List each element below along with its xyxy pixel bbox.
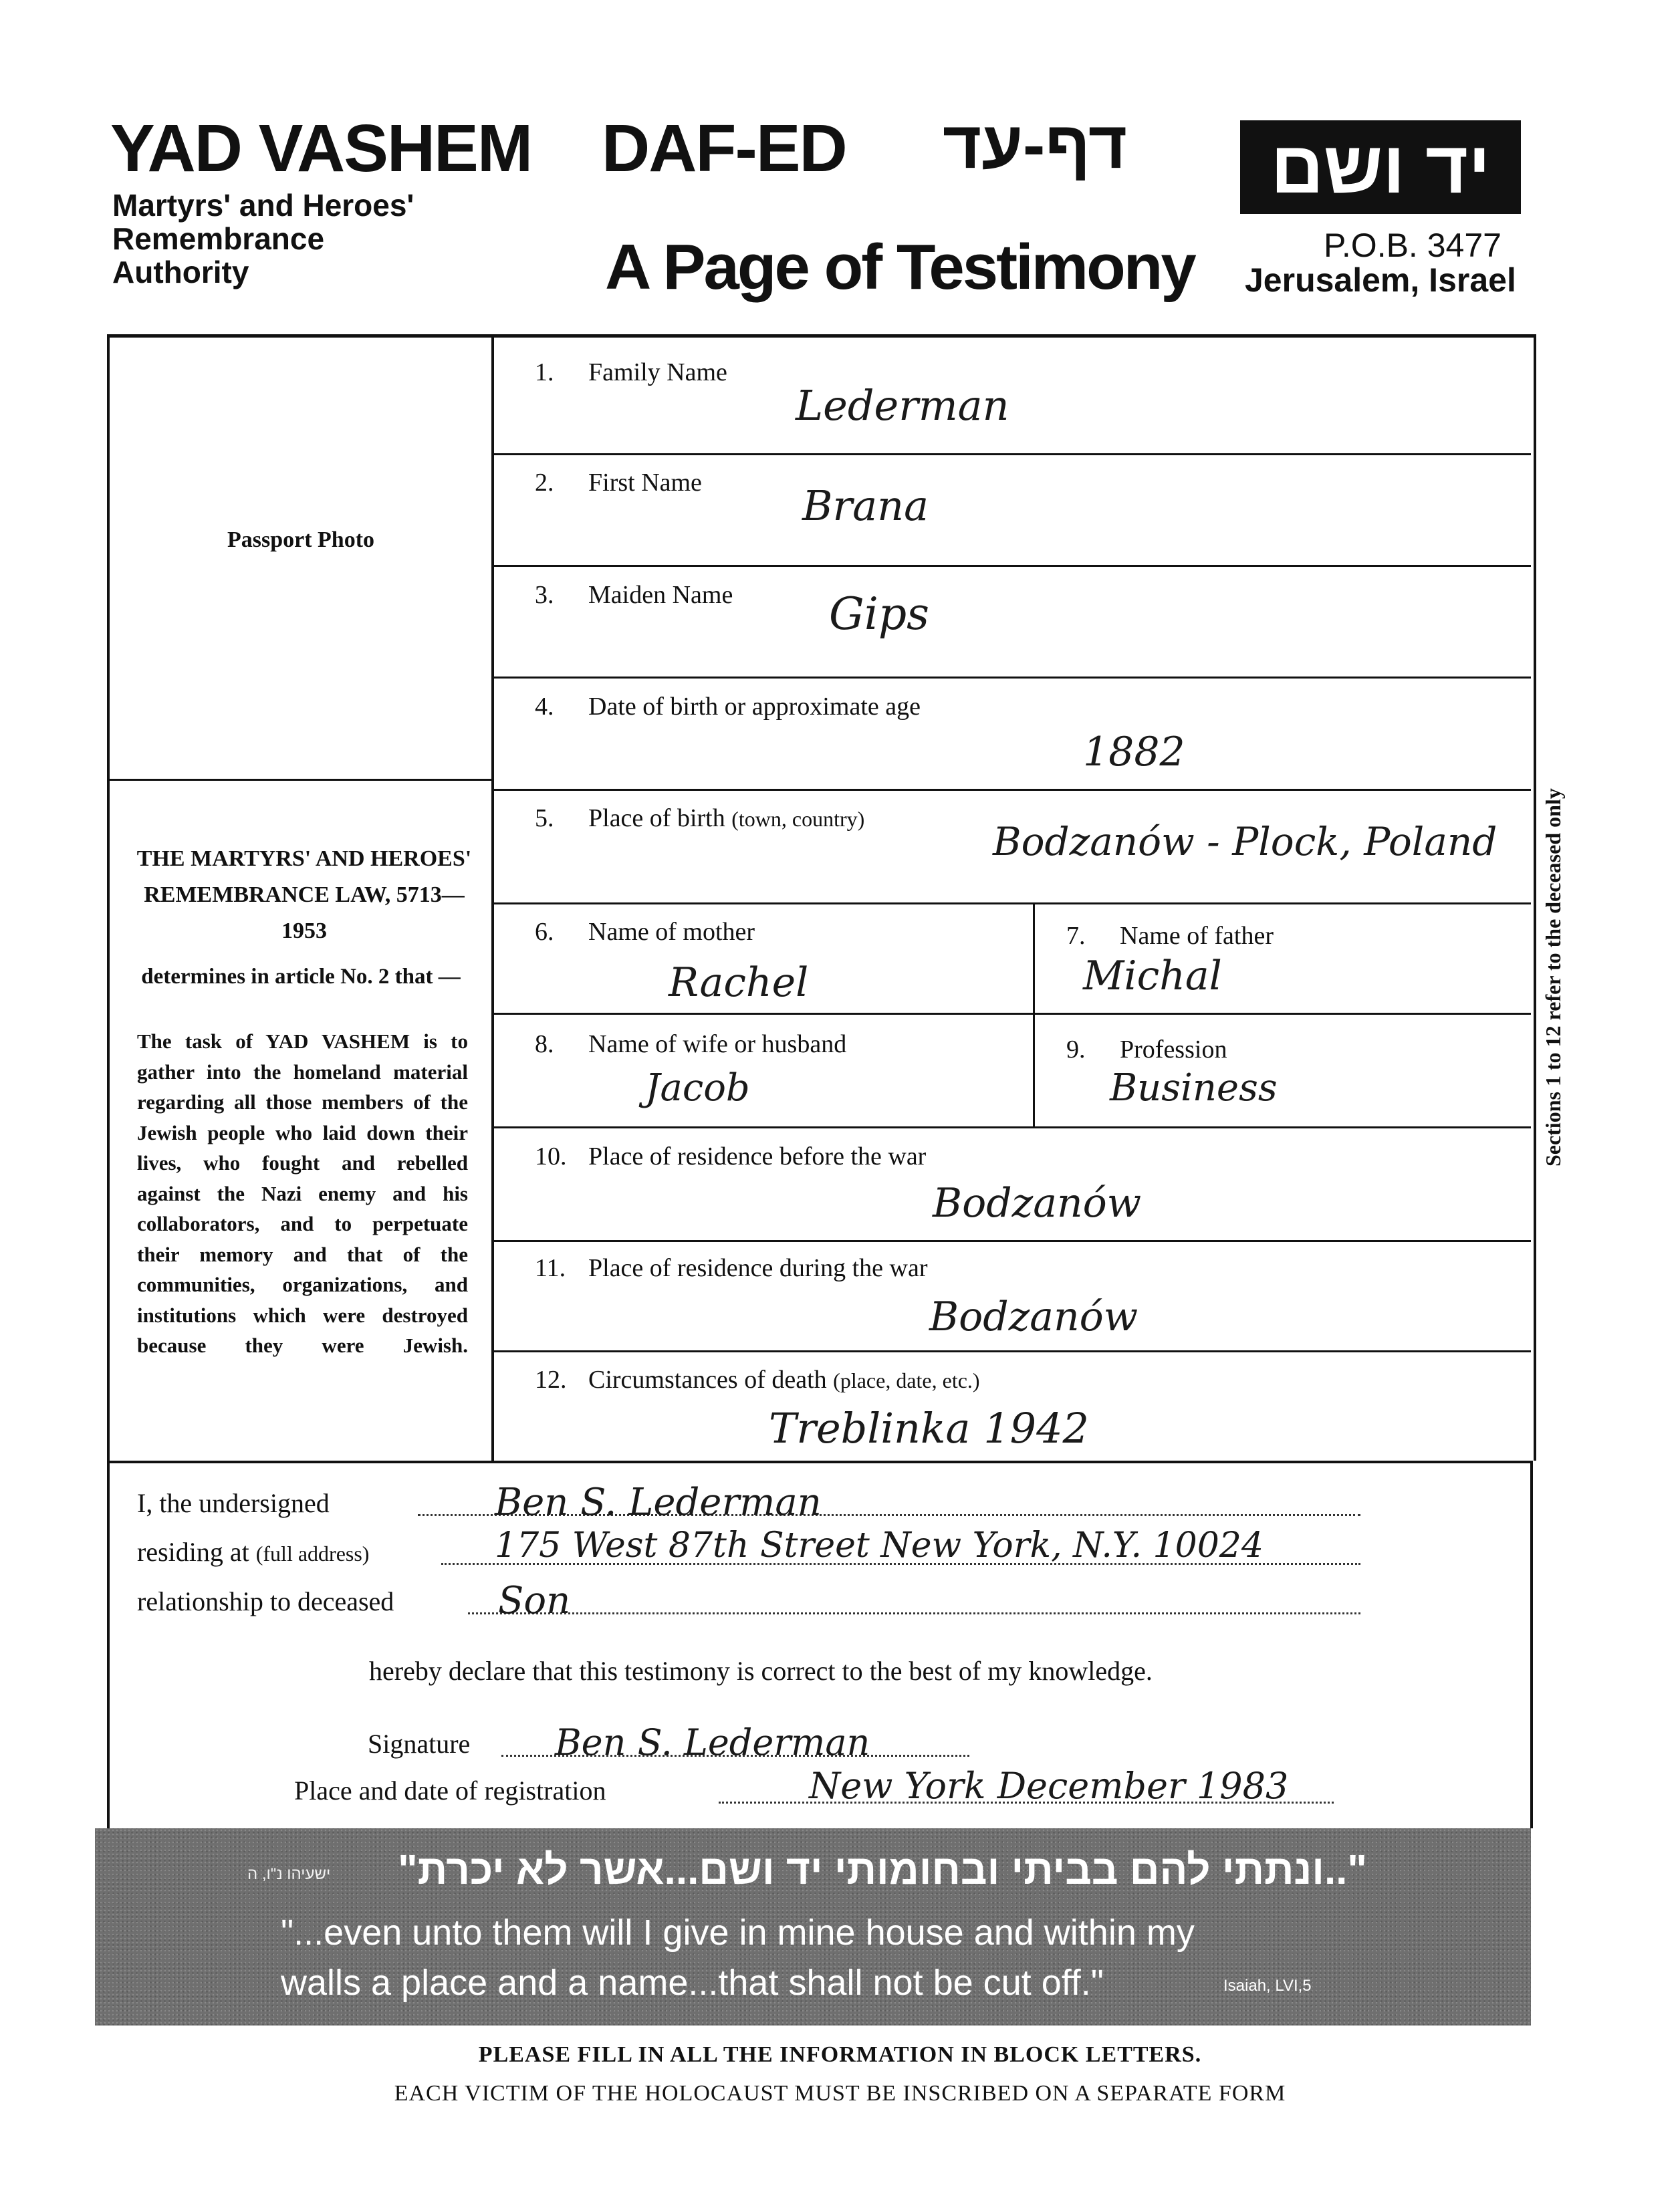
field-profession-value[interactable]: Business xyxy=(1110,1066,1278,1110)
row-divider xyxy=(491,677,1531,679)
field-mother-value[interactable]: Rachel xyxy=(669,959,809,1006)
field-birth-place-value[interactable]: Bodzanów - Plock, Poland xyxy=(993,819,1497,864)
side-note: Sections 1 to 12 refer to the deceased only xyxy=(1541,788,1565,1167)
field-birth-place-label: 5. Place of birth (town, country) xyxy=(535,804,865,832)
field-death-circumstances-label: 12. Circumstances of death (place, date, etc.) xyxy=(535,1366,980,1394)
field-family-name-value[interactable]: Lederman xyxy=(796,381,1009,430)
row-divider xyxy=(491,453,1531,455)
undersigned-value[interactable]: Ben S. Lederman xyxy=(495,1481,822,1524)
column-divider xyxy=(491,338,494,1461)
field-maiden-name-label: 3. Maiden Name xyxy=(535,581,733,609)
hebrew-title: דף-עד xyxy=(943,108,1128,182)
field-father-label: 7. Name of father xyxy=(1066,922,1274,950)
address-city: Jerusalem, Israel xyxy=(1245,261,1516,299)
field-residence-before-value[interactable]: Bodzanów xyxy=(933,1180,1142,1227)
po-box: P.O.B. 3477 xyxy=(1324,227,1502,264)
left-divider xyxy=(107,779,493,781)
registration-label: Place and date of registration xyxy=(294,1776,606,1806)
banner-english-line-2: walls a place and a name...that shall not be cut off." xyxy=(281,1963,1104,2003)
footer-instruction-1: PLEASE FILL IN ALL THE INFORMATION IN BLOCK LETTERS. xyxy=(478,2042,1202,2067)
law-title: THE MARTYRS' AND HEROES' REMEMBRANCE LAW, 5713—1953 xyxy=(136,846,472,943)
law-text: The task of YAD VASHEM is to gather into the homeland material regarding all those members of the Jewish people who laid down their lives, who fought and rebelled against the Nazi enemy and his collaborators, and to perpetuate their memory and that of the communities, organizations, and institutions which were destroyed because they were Jewish. xyxy=(137,1029,468,1357)
registration-value[interactable]: New York December 1983 xyxy=(809,1765,1289,1807)
field-spouse-label: 8. Name of wife or husband xyxy=(535,1030,847,1058)
relationship-line xyxy=(468,1612,1360,1614)
page-title: A Page of Testimony xyxy=(605,231,1195,303)
daf-ed-title: DAF-ED xyxy=(602,111,846,186)
brand-name: YAD VASHEM xyxy=(110,111,532,186)
field-birth-date-label: 4. Date of birth or approximate age xyxy=(535,693,921,721)
field-first-name-label: 2. First Name xyxy=(535,469,702,497)
row-divider xyxy=(491,1240,1531,1242)
undersigned-label: I, the undersigned xyxy=(137,1488,330,1518)
field-birth-date-value[interactable]: 1882 xyxy=(1083,729,1185,775)
field-family-name-label: 1. Family Name xyxy=(535,358,727,386)
row-divider xyxy=(491,1013,1531,1015)
field-residence-during-label: 11. Place of residence during the war xyxy=(535,1254,928,1282)
field-first-name-value[interactable]: Brana xyxy=(802,481,929,530)
residing-label: residing at (full address) xyxy=(137,1537,370,1567)
field-residence-during-value[interactable]: Bodzanów xyxy=(929,1294,1138,1340)
row-divider xyxy=(491,789,1531,791)
declaration-statement: hereby declare that this testimony is correct to the best of my knowledge. xyxy=(369,1656,1153,1686)
yad-vashem-logo: יד ושם xyxy=(1240,120,1521,214)
frame-left-lower xyxy=(107,1461,110,1828)
banner-hebrew-quote: "..ונתתי להם בביתי ובחומותי יד ושם...אשר לא יכרת" xyxy=(398,1847,1367,1893)
banner-english-reference: Isaiah, LVI,5 xyxy=(1223,1977,1312,1995)
frame-right-lower xyxy=(1530,1461,1533,1828)
row-divider xyxy=(1033,902,1035,1126)
relationship-label: relationship to deceased xyxy=(137,1586,394,1616)
relationship-value[interactable]: Son xyxy=(498,1579,571,1622)
field-mother-label: 6. Name of mother xyxy=(535,918,755,946)
banner-english-line-1: "...even unto them will I give in mine house and within my xyxy=(281,1913,1195,1953)
residing-value[interactable]: 175 West 87th Street New York, N.Y. 10024 xyxy=(495,1525,1264,1566)
field-father-value[interactable]: Michal xyxy=(1083,953,1222,999)
row-divider xyxy=(491,1126,1531,1128)
row-divider xyxy=(491,902,1531,904)
banner-hebrew-reference: ישעיהו נ"ו, ה xyxy=(247,1865,331,1883)
row-divider xyxy=(491,565,1531,567)
brand-subtitle: Martyrs' and Heroes' Remembrance Authority xyxy=(112,188,414,289)
field-maiden-name-value[interactable]: Gips xyxy=(829,588,929,640)
signature-value[interactable]: Ben S. Lederman xyxy=(555,1721,870,1763)
field-profession-label: 9. Profession xyxy=(1066,1035,1227,1064)
field-residence-before-label: 10. Place of residence before the war xyxy=(535,1142,927,1171)
field-death-circumstances-value[interactable]: Treblinka 1942 xyxy=(769,1404,1089,1453)
passport-photo-label: Passport Photo xyxy=(227,527,375,552)
field-spouse-value[interactable]: Jacob xyxy=(645,1066,750,1110)
section-bottom-line xyxy=(107,1461,1533,1463)
law-determines: determines in article No. 2 that — xyxy=(141,965,461,989)
row-divider xyxy=(491,1350,1531,1352)
signature-label: Signature xyxy=(368,1729,471,1759)
footer-instruction-2: EACH VICTIM OF THE HOLOCAUST MUST BE INSCRIBED ON A SEPARATE FORM xyxy=(394,2081,1286,2106)
